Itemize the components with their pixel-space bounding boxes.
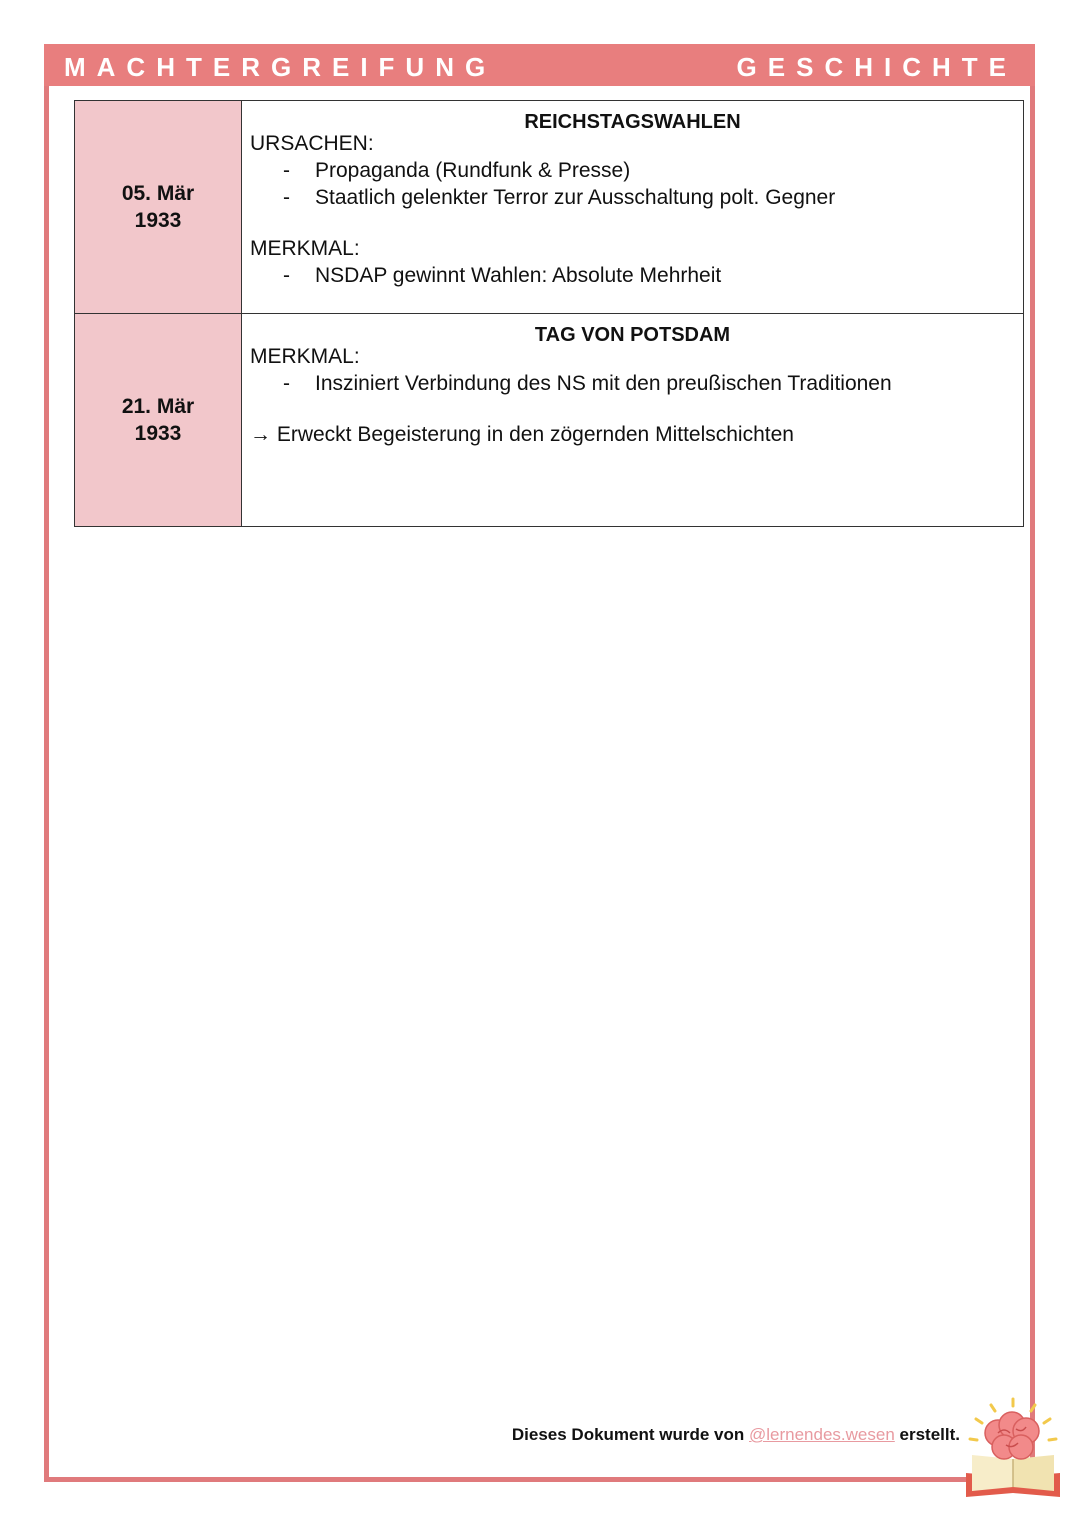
features-label: MERKMAL: bbox=[250, 345, 360, 368]
brain-book-icon bbox=[958, 1395, 1068, 1505]
date-cell bbox=[75, 314, 242, 527]
feature-text: NSDAP gewinnt Wahlen: Absolute Mehrheit bbox=[315, 264, 722, 287]
topic-title: MACHTERGREIFUNG bbox=[64, 52, 497, 82]
date-day: 05. Mär bbox=[121, 182, 195, 205]
footer-suffix: erstellt. bbox=[894, 1425, 960, 1444]
conclusion-text: → Erweckt Begeisterung in den zögernden Mittelschichten bbox=[250, 423, 794, 446]
features-list bbox=[242, 262, 1023, 289]
cause-text: Propaganda (Rundfunk & Presse) bbox=[315, 159, 631, 182]
causes-label: URSACHEN: bbox=[250, 132, 374, 155]
cause-text: Staatlich gelenkter Terror zur Ausschaltung polt. Gegner bbox=[315, 186, 836, 209]
date-cell bbox=[75, 101, 242, 314]
event-content bbox=[242, 314, 1024, 527]
footer-credit bbox=[512, 1425, 960, 1445]
event-content bbox=[242, 101, 1024, 314]
date-day: 21. Mär bbox=[121, 395, 195, 418]
author-link[interactable]: @lernendes.wesen bbox=[749, 1425, 895, 1444]
list-item: - Insziniert Verbindung des NS mit den preußischen Traditionen bbox=[283, 372, 892, 395]
header-bar bbox=[44, 44, 1035, 86]
table-row bbox=[75, 101, 1024, 314]
features-label: MERKMAL: bbox=[250, 237, 360, 260]
event-title: REICHSTAGSWAHLEN bbox=[524, 111, 741, 133]
list-item: - Propaganda (Rundfunk & Presse) bbox=[283, 159, 631, 182]
footer-prefix: Dieses Dokument wurde von bbox=[511, 1425, 749, 1444]
list-item: - Staatlich gelenkter Terror zur Ausschaltung polt. Gegner bbox=[283, 186, 836, 209]
table-row bbox=[75, 314, 1024, 527]
features-list bbox=[242, 370, 1023, 397]
timeline-table bbox=[74, 100, 1024, 527]
subject-title: GESCHICHTE bbox=[736, 52, 1017, 82]
date-year: 1933 bbox=[134, 422, 182, 445]
date-year: 1933 bbox=[134, 209, 182, 232]
feature-text: Insziniert Verbindung des NS mit den preußischen Traditionen bbox=[315, 372, 892, 395]
list-item: - NSDAP gewinnt Wahlen: Absolute Mehrheit bbox=[283, 264, 722, 287]
causes-list bbox=[242, 157, 1023, 211]
event-title: TAG VON POTSDAM bbox=[534, 324, 731, 346]
